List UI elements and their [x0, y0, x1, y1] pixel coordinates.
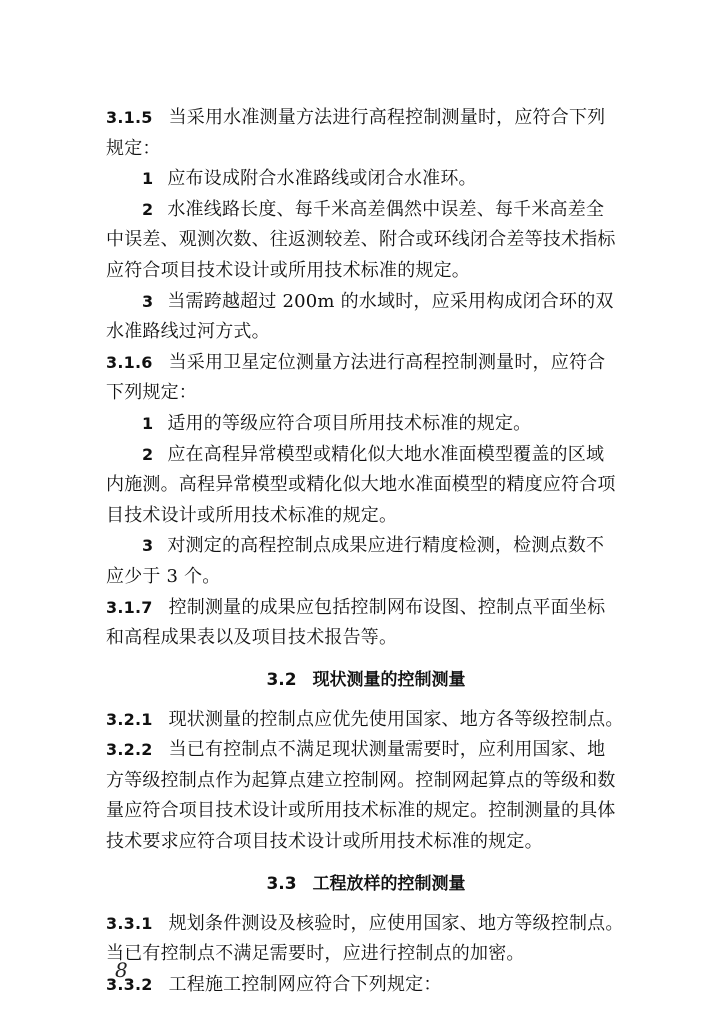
clause-3-3-1: [106, 909, 626, 970]
clause-text: 工程施工控制网应符合下列规定：: [168, 973, 442, 995]
section-title: 工程放样的控制测量: [312, 873, 466, 894]
item-text: 对测定的高程控制点成果应进行精度检测，检测点数不: [167, 535, 605, 557]
clause-text: 当已有控制点不满足现状测量需要时，应利用国家、地: [168, 739, 606, 761]
section-title: 现状测量的控制测量: [312, 669, 466, 690]
list-item: [106, 164, 626, 195]
clause-number: 3.3.2: [106, 974, 153, 994]
clause-number: 3.2.1: [106, 709, 153, 729]
clause-line: 方等级控制点作为起算点建立控制网。控制网起算点的等级和数: [106, 769, 616, 791]
clause-number: 3.1.7: [106, 597, 153, 617]
clause-line: [106, 705, 626, 736]
item-number: 2: [142, 199, 154, 219]
clause-number: 3.3.1: [106, 913, 153, 933]
clause-number: 3.1.6: [106, 352, 153, 372]
item-number: 2: [142, 444, 154, 464]
item-number: 3: [142, 536, 154, 556]
clause-3-2-1: [106, 705, 626, 736]
clause-3-2-2: [106, 735, 626, 857]
clause-line: 当已有控制点不满足需要时，应进行控制点的加密。: [106, 943, 525, 965]
item-text: 应在高程异常模型或精化似大地水准面模型覆盖的区域: [167, 443, 605, 465]
clause-line: 技术要求应符合项目技术设计或所用技术标准的规定。: [106, 831, 543, 853]
item-line: 内施测。高程异常模型或精化似大地水准面模型的精度应符合项: [106, 474, 616, 496]
item-line: 应符合项目技术设计或所用技术标准的规定。: [106, 259, 470, 281]
section-heading-3-3: [106, 869, 626, 899]
item-line: 水准路线过河方式。: [106, 321, 270, 343]
list-item: [106, 195, 626, 226]
document-page: [106, 103, 626, 1000]
clause-number: 3.2.2: [106, 740, 153, 760]
clause-line: [106, 909, 626, 940]
clause-line: [106, 735, 626, 766]
clause-line: [106, 970, 626, 1001]
section-number: 3.2: [266, 669, 297, 690]
clause-line: 量应符合项目技术设计或所用技术标准的规定。控制测量的具体: [106, 800, 616, 822]
clause-text: 现状测量的控制点应优先使用国家、地方各等级控制点。: [168, 708, 624, 730]
clause-line: 下列规定：: [106, 382, 197, 404]
list-item: [106, 440, 626, 471]
clause-3-1-5: [106, 103, 626, 348]
clause-number: 3.1.5: [106, 108, 153, 127]
item-text: 当需跨越超过 200m 的水域时，应采用构成闭合环的双: [167, 290, 614, 312]
clause-text: 控制测量的成果应包括控制网布设图、控制点平面坐标: [168, 596, 606, 618]
list-item: [106, 531, 626, 562]
section-heading-3-2: [106, 665, 626, 695]
item-line: 应少于 3 个。: [106, 565, 221, 587]
clause-text: 当采用水准测量方法进行高程控制测量时，应符合下列: [168, 107, 606, 128]
item-line: 中误差、观测次数、往返测较差、附合或环线闭合差等技术指标: [106, 229, 616, 251]
clause-line: [106, 348, 626, 379]
clause-line: 和高程成果表以及项目技术报告等。: [106, 627, 398, 649]
clause-3-1-6: [106, 348, 626, 593]
clause-line: [106, 103, 626, 134]
item-number: 3: [142, 291, 154, 311]
item-text: 应布设成附合水准路线或闭合水准环。: [167, 168, 477, 190]
item-number: 1: [142, 413, 154, 433]
page-number: 8: [115, 958, 128, 982]
item-line: 目技术设计或所用技术标准的规定。: [106, 504, 398, 526]
clause-3-3-2: [106, 970, 626, 1001]
list-item: [106, 287, 626, 318]
clause-line: [106, 593, 626, 624]
clause-line: 规定：: [106, 137, 161, 159]
clause-text: 当采用卫星定位测量方法进行高程控制测量时，应符合: [168, 351, 606, 373]
clause-text: 规划条件测设及核验时，应使用国家、地方等级控制点。: [168, 912, 624, 934]
section-number: 3.3: [266, 873, 297, 894]
item-text: 适用的等级应符合项目所用技术标准的规定。: [167, 412, 532, 434]
item-text: 水准线路长度、每千米高差偶然中误差、每千米高差全: [167, 198, 605, 220]
list-item: [106, 409, 626, 440]
clause-3-1-7: [106, 593, 626, 654]
item-number: 1: [142, 169, 154, 189]
